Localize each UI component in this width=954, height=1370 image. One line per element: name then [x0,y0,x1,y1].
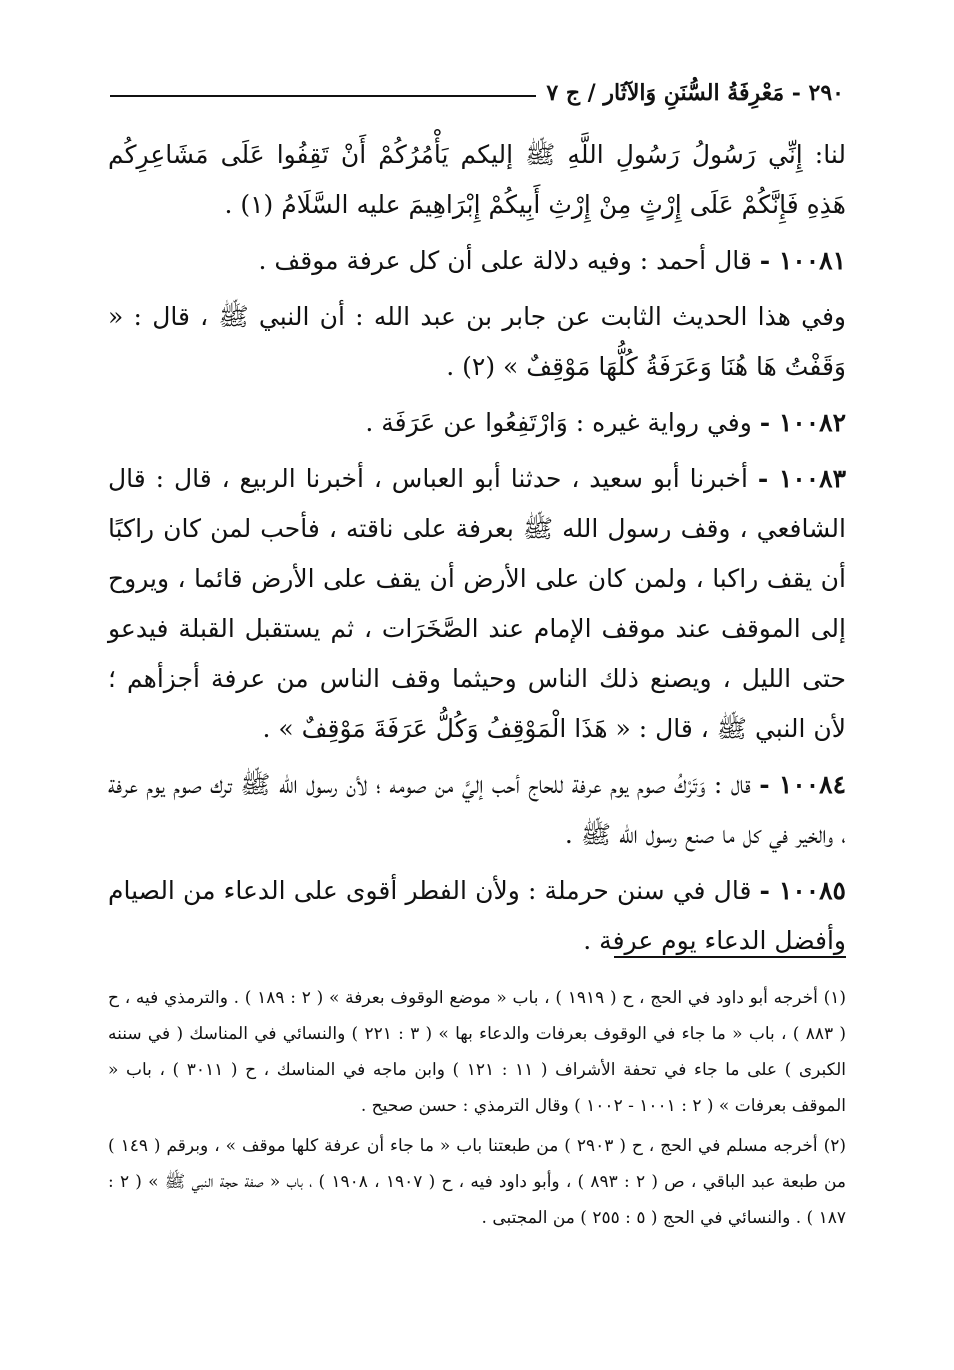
page-header [110,80,844,106]
footnote: (٢) أخرجه مسلم في الحج ، ح ( ٢٩٠٣ ) من طبعتنا باب « ما جاء أن عرفة كلها موقف » ، وبرقم ( ١٤٩ ) من طبعة عبد الباقي ، ص ( ٢ : ٨٩٣ ) ، وأبو داود فيه ، ح ( ١٩٠٧ ، ١٩٠٨ ) ، باب « صفة حجة النبي ﷺ » ( ٢ : ١٨٧ ) . والنسائي في الحج ( ٥ : ٢٥٥ ) من المجتبى . [108,1136,846,1228]
running-header: ٢٩٠ - مَعْرِفَةُ السُّنَنِ وَالآثَار / ج ٧ [546,80,844,106]
hadith-number: ١٠٠٨١ - [759,246,846,275]
paragraph-text: أخبرنا أبو سعيد ، حدثنا أبو العباس ، أخبرنا الربيع ، قال : قال الشافعي ، وقف رسول الله ﷺ بعرفة على ناقته ، فأحب لمن كان راكبًا أن يقف راكبا ، ولمن كان على الأرض أن يقف على الأرض قائما ، ويروح إلى الموقف عند موقف الإمام عند الصَّخَرَات ، ثم يستقبل القبلة فيدعو حتى الليل ، ويصنع ذلك الناس وحيثما وقف الناس من عرفة أجزأهم ؛ لأن النبي ﷺ ، قال : « هَذَا الْمَوْقِفُ وَكُلُّ عَرَفَةَ مَوْقِفٌ » . [108,464,846,743]
paragraph [108,236,846,286]
paragraph [108,130,846,230]
paragraph-text: قال في سنن حرملة : ولأن الفطر أقوى على الدعاء من الصيام وأفضل الدعاء يوم عرفة . [108,876,846,955]
footnotes [108,980,846,1240]
footnote-separator [614,956,846,958]
paragraph-text: لنا: إِنِّي رَسُولُ رَسُولِ اللَّهِ ﷺ إليكم يَأْمُرُكُمْ أَنْ تَقِفُوا عَلَى مَشَاعِرِكُم هَذِهِ فَإِنَّكُمْ عَلَى إِرْثٍ مِنْ إِرْثِ أَبِيكُمْ إِبْرَاهِيمَ عليه السَّلَامُ (١) . [108,140,846,219]
paragraph [108,760,846,860]
paragraph-text: وفي رواية غيره : وَارْتَفِعُوا عن عَرَفَة . [365,408,752,437]
hadith-number: ١٠٠٨٤ - [759,770,846,799]
paragraph [108,398,846,448]
paragraph-text: وفي هذا الحديث الثابت عن جابر بن عبد الله : أن النبي ﷺ ، قال : « وَقَفْتُ هَا هُنَا وَعَرَفَةُ كُلُّهَا مَوْقِفٌ » (٢) . [108,302,846,381]
paragraph-text: قال : وَتَرْكُ صوم يوم عرفة للحاج أحب إليَّ من صومه ؛ لأن رسول الله ﷺ ترك صوم يوم عرفة ، والخير في كل ما صنع رسول الله ﷺ . [108,770,846,849]
hadith-number: ١٠٠٨٢ - [759,408,846,437]
footnote: (١) أخرجه أبو داود في الحج ، ح ( ١٩١٩ ) ، باب « موضع الوقوف بعرفة » ( ٢ : ١٨٩ ) . والترمذي فيه ، ح ( ٨٨٣ ) ، باب « ما جاء في الوقوف بعرفات والدعاء بها » ( ٣ : ٢٢١ ) والنسائي في المناسك ( في سننه الكبرى ) على ما جاء في تحفة الأشراف ( ١١ : ١٢١ ) وابن ماجه في المناسك ، ح ( ٣٠١١ ) ، باب « الموقف بعرفات » ( ٢ : ١٠٠١ - ١٠٠٢ ) وقال الترمذي : حسن صحيح . [108,988,846,1116]
paragraph [108,292,846,392]
hadith-number: ١٠٠٨٥ - [759,876,846,905]
hadith-number: ١٠٠٨٣ - [757,464,846,493]
paragraph [108,454,846,754]
paragraph [108,866,846,966]
paragraph-text: قال أحمد : وفيه دلالة على أن كل عرفة موقف . [258,246,752,275]
header-rule [110,95,536,97]
main-text [108,130,846,972]
